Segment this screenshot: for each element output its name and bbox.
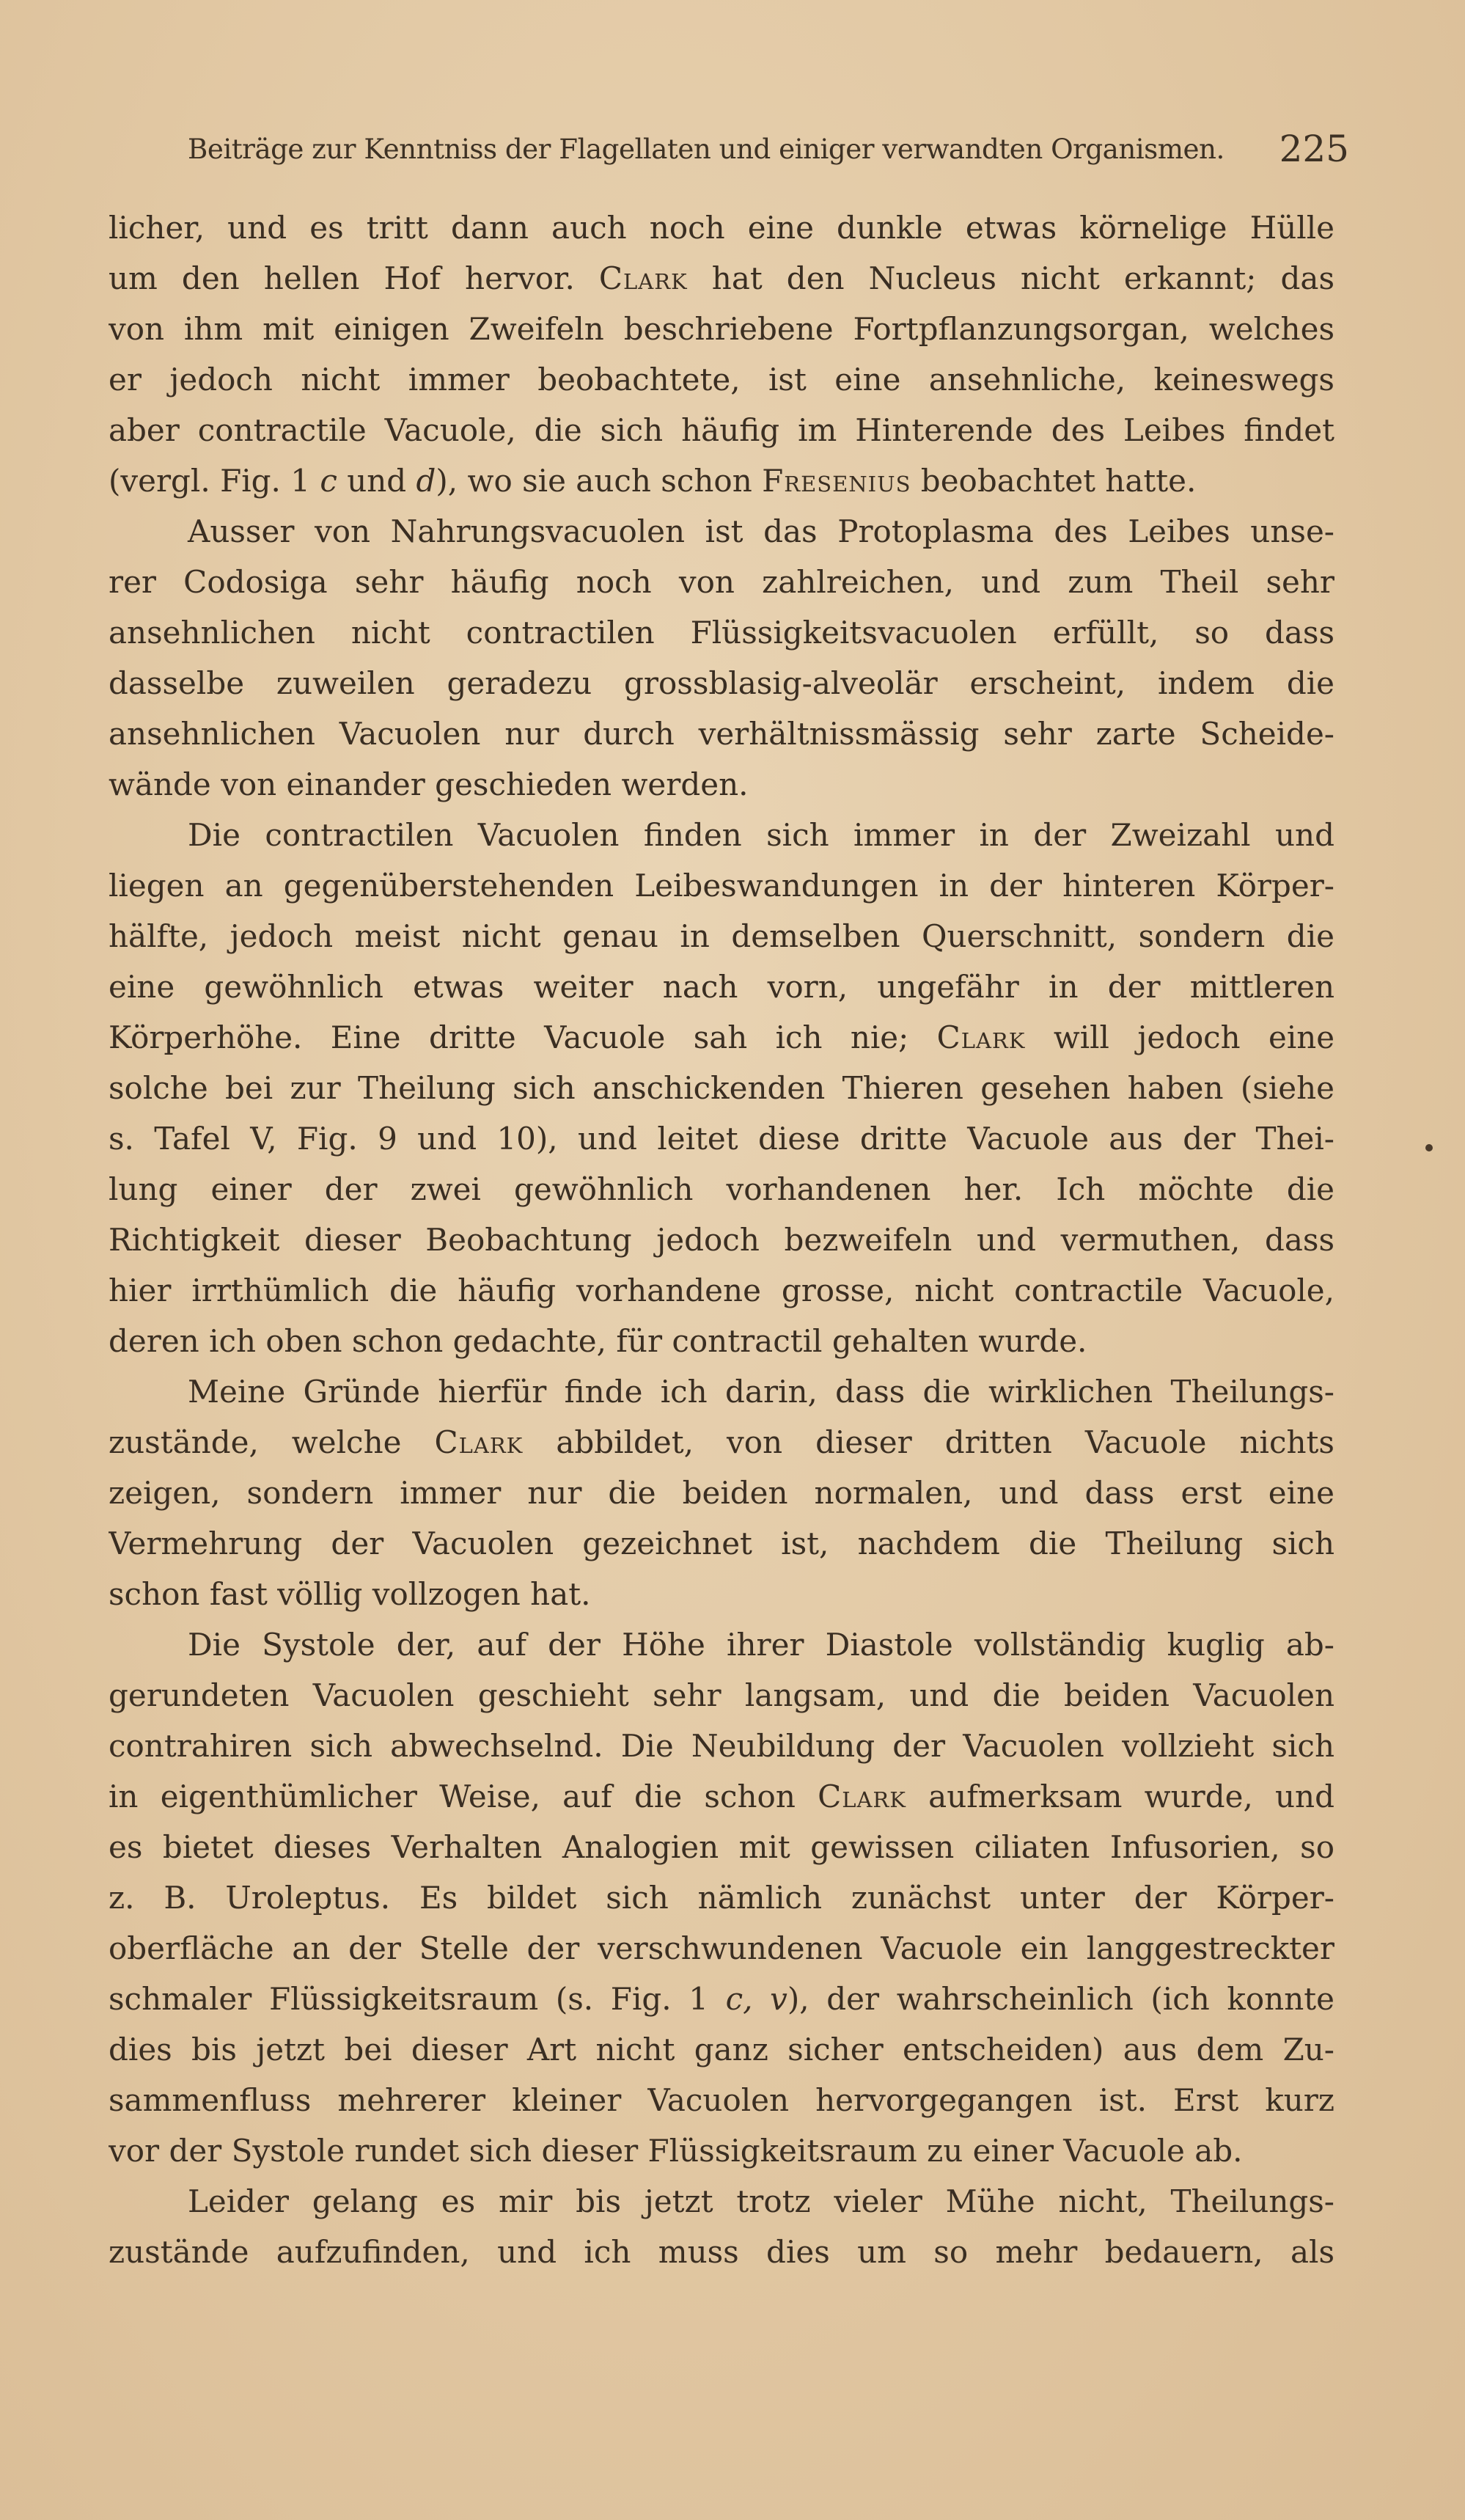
text-run: beobachtet hatte.	[911, 463, 1197, 499]
text-run: in eigenthümlicher Weise, auf die schon	[109, 1779, 818, 1814]
text-line	[109, 354, 1334, 405]
text-run: z. B. Uroleptus. Es bildet sich nämlich zunächst unter der Körper-	[109, 1880, 1334, 1916]
text-run: Die contractilen Vacuolen finden sich immer in der Zweizahl und	[188, 817, 1334, 853]
text-run: hat den Nucleus nicht erkannt; das	[687, 260, 1334, 296]
text-run: zustände, welche	[109, 1424, 435, 1460]
text-run: aufmerksam wurde, und	[906, 1779, 1334, 1814]
text-run: abbildet, von dieser dritten Vacuole nichts	[523, 1424, 1334, 1460]
text-run: will jedoch eine	[1025, 1019, 1334, 1055]
running-head: Beiträge zur Kenntniss der Flagellaten und einiger verwandten Organismen.	[188, 133, 1224, 165]
text-line	[109, 1265, 1334, 1316]
text-run: liegen an gegenüberstehenden Leibeswandungen in der hinteren Körper-	[109, 868, 1334, 904]
text-line	[109, 253, 1334, 304]
text-run: contrahiren sich abwechselnd. Die Neubildung der Vacuolen vollzieht sich	[109, 1728, 1334, 1764]
paragraph	[109, 2176, 1334, 2277]
text-run: er jedoch nicht immer beobachtete, ist eine ansehnliche, keineswegs	[109, 362, 1334, 398]
text-line	[109, 1872, 1334, 1923]
text-line	[109, 1721, 1334, 1771]
text-run: schon fast völlig vollzogen hat.	[109, 1576, 591, 1612]
text-line	[109, 202, 1334, 253]
text-run: und	[337, 463, 416, 499]
text-run: Körperhöhe. Eine dritte Vacuole sah ich nie;	[109, 1019, 937, 1055]
text-line	[109, 405, 1334, 455]
text-line	[109, 1822, 1334, 1872]
text-run: wände von einander geschieden werden.	[109, 766, 749, 802]
author-name: Clark	[434, 1424, 524, 1460]
text-line	[109, 455, 1334, 506]
text-line	[109, 810, 1334, 860]
text-line	[109, 759, 1334, 810]
text-run: oberfläche an der Stelle der verschwundenen Vacuole ein langgestreckter	[109, 1930, 1334, 1966]
paragraph	[109, 506, 1334, 810]
text-run: Meine Gründe hierfür finde ich darin, dass die wirklichen Theilungs-	[188, 1374, 1334, 1410]
text-line	[109, 2125, 1334, 2176]
author-name: Clark	[818, 1779, 906, 1814]
text-run: rer Codosiga sehr häufig noch von zahlreichen, und zum Theil sehr	[109, 564, 1334, 600]
text-run: zeigen, sondern immer nur die beiden normalen, und dass erst eine	[109, 1475, 1334, 1511]
text-run: ansehnlichen Vacuolen nur durch verhältnissmässig sehr zarte Scheide-	[109, 716, 1334, 752]
text-run: Ausser von Nahrungsvacuolen ist das Protoplasma des Leibes unse-	[188, 513, 1334, 549]
figure-label: c, v	[725, 1981, 787, 2017]
body-text	[109, 202, 1334, 2277]
text-run: (vergl. Fig. 1	[109, 463, 320, 499]
paragraph	[109, 1366, 1334, 1619]
paragraph	[109, 810, 1334, 1366]
text-line	[109, 1974, 1334, 2024]
text-line	[109, 2024, 1334, 2075]
text-run: Die Systole der, auf der Höhe ihrer Diastole vollständig kuglig ab-	[188, 1627, 1334, 1663]
page-number: 225	[1279, 128, 1349, 170]
text-run: es bietet dieses Verhalten Analogien mit gewissen ciliaten Infusorien, so	[109, 1829, 1334, 1865]
text-run: sammenfluss mehrerer kleiner Vacuolen hervorgegangen ist. Erst kurz	[109, 2082, 1334, 2118]
text-run: von ihm mit einigen Zweifeln beschriebene Fortpflanzungsorgan, welches	[109, 311, 1334, 347]
text-run: lung einer der zwei gewöhnlich vorhandenen her. Ich möchte die	[109, 1171, 1334, 1207]
paragraph	[109, 202, 1334, 506]
text-line	[109, 1063, 1334, 1113]
text-run: Leider gelang es mir bis jetzt trotz vieler Mühe nicht, Theilungs-	[188, 2183, 1334, 2219]
text-line	[109, 506, 1334, 557]
text-run: zustände aufzufinden, und ich muss dies um so mehr bedauern, als	[109, 2234, 1334, 2270]
text-run: vor der Systole rundet sich dieser Flüssigkeitsraum zu einer Vacuole ab.	[109, 2133, 1243, 2169]
text-run: ), wo sie auch schon	[436, 463, 763, 499]
text-line	[109, 1164, 1334, 1215]
text-line	[109, 1923, 1334, 1974]
author-name: Clark	[598, 260, 688, 296]
text-line	[109, 1113, 1334, 1164]
text-line	[109, 1417, 1334, 1468]
text-line	[109, 1771, 1334, 1822]
text-line	[109, 1569, 1334, 1619]
text-run: hier irrthümlich die häufig vorhandene grosse, nicht contractile Vacuole,	[109, 1272, 1334, 1308]
author-name: Fresenius	[762, 463, 911, 499]
text-run: um den hellen Hof hervor.	[109, 260, 599, 296]
text-run: Richtigkeit dieser Beobachtung jedoch bezweifeln und vermuthen, dass	[109, 1222, 1334, 1258]
text-line	[109, 1215, 1334, 1265]
paragraph	[109, 1619, 1334, 2176]
text-line	[109, 658, 1334, 708]
text-line	[109, 304, 1334, 354]
author-name: Clark	[936, 1019, 1026, 1055]
text-run: Vermehrung der Vacuolen gezeichnet ist, nachdem die Theilung sich	[109, 1525, 1334, 1561]
text-line	[109, 2176, 1334, 2227]
text-run: ansehnlichen nicht contractilen Flüssigkeitsvacuolen erfüllt, so dass	[109, 615, 1334, 651]
text-run: dasselbe zuweilen geradezu grossblasig-alveolär erscheint, indem die	[109, 665, 1334, 701]
margin-speck	[1425, 1144, 1433, 1151]
text-line	[109, 607, 1334, 658]
text-run: hälfte, jedoch meist nicht genau in demselben Querschnitt, sondern die	[109, 918, 1334, 954]
text-run: dies bis jetzt bei dieser Art nicht ganz sicher entscheiden) aus dem Zu-	[109, 2032, 1334, 2067]
figure-label: d	[416, 463, 436, 499]
text-line	[109, 1316, 1334, 1366]
text-line	[109, 962, 1334, 1012]
text-run: gerundeten Vacuolen geschieht sehr langsam, und die beiden Vacuolen	[109, 1677, 1334, 1713]
text-line	[109, 860, 1334, 911]
text-line	[109, 708, 1334, 759]
text-line	[109, 2227, 1334, 2277]
text-run: aber contractile Vacuole, die sich häufig im Hinterende des Leibes findet	[109, 412, 1334, 448]
text-run: licher, und es tritt dann auch noch eine dunkle etwas körnelige Hülle	[109, 210, 1334, 246]
text-run: s. Tafel V, Fig. 9 und 10), und leitet diese dritte Vacuole aus der Thei-	[109, 1121, 1334, 1157]
text-line	[109, 1012, 1334, 1063]
text-line	[109, 557, 1334, 607]
text-run: ), der wahrscheinlich (ich konnte	[787, 1981, 1334, 2017]
text-run: deren ich oben schon gedachte, für contractil gehalten wurde.	[109, 1323, 1087, 1359]
figure-label: c	[320, 463, 337, 499]
text-line	[109, 2075, 1334, 2125]
text-line	[109, 1366, 1334, 1417]
text-line	[109, 1518, 1334, 1569]
text-line	[109, 1468, 1334, 1518]
text-run: eine gewöhnlich etwas weiter nach vorn, ungefähr in der mittleren	[109, 969, 1334, 1005]
text-run: solche bei zur Theilung sich anschickenden Thieren gesehen haben (siehe	[109, 1070, 1334, 1106]
text-line	[109, 911, 1334, 962]
text-line	[109, 1619, 1334, 1670]
text-line	[109, 1670, 1334, 1721]
text-run: schmaler Flüssigkeitsraum (s. Fig. 1	[109, 1981, 726, 2017]
